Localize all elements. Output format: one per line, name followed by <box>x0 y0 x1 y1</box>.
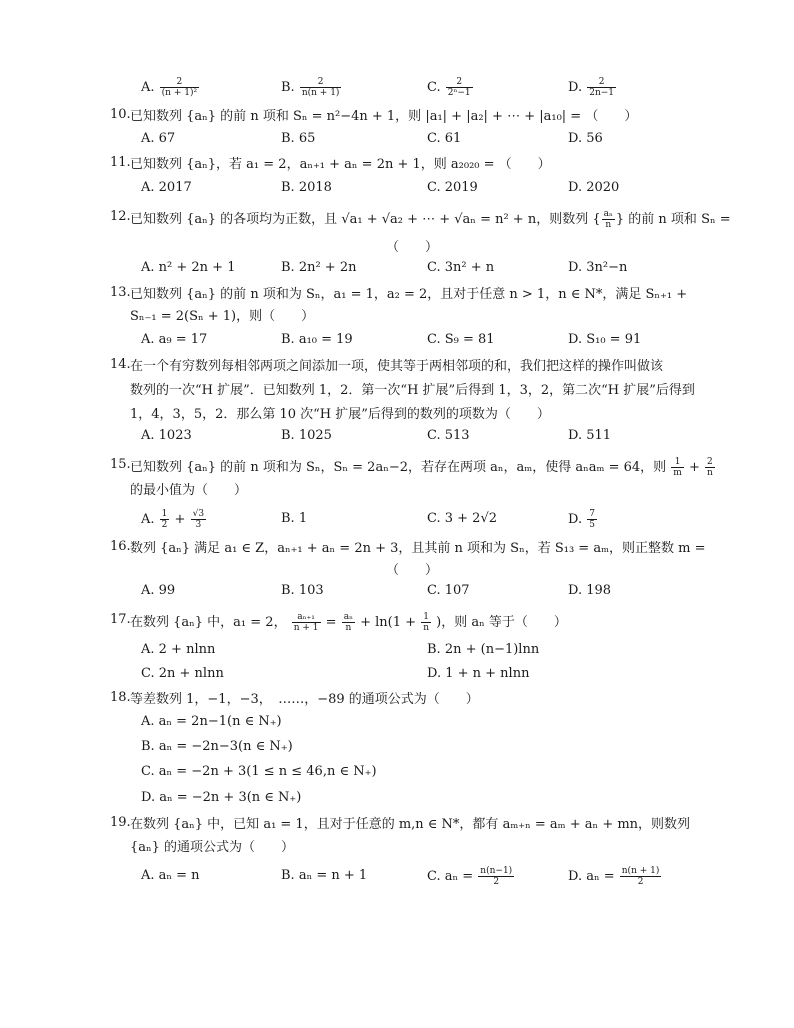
q14-stem-line1: 在一个有穷数列每相邻两项之间添加一项，使其等于两相邻项的和，我们把这样的操作叫做该 <box>130 359 664 374</box>
q14-option-b[interactable]: B. 1025 <box>281 428 332 443</box>
q11-stem: 已知数列 {aₙ}，若 a₁ = 2，aₙ₊₁ + aₙ = 2n + 1，则 a₂₀₂₀ = （ ） <box>130 157 551 172</box>
question-number: 14. <box>110 357 131 372</box>
q19-option-b[interactable]: B. aₙ = n + 1 <box>281 868 368 883</box>
question-number: 16. <box>110 539 131 554</box>
q18-option-c-row <box>141 762 661 782</box>
q17-options-row1 <box>141 640 661 660</box>
q11-option-b[interactable]: B. 2018 <box>281 180 332 195</box>
q14-stem-line2: 数列的一次“H 扩展”．已知数列 1，2．第一次“H 扩展”后得到 1，3，2，第二次“H 扩展”后得到 <box>130 383 695 398</box>
q16-stem: 数列 {aₙ} 满足 a₁ ∈ Z，aₙ₊₁ + aₙ = 2n + 3，且其前 n 项和为 Sₙ，若 S₁₃ = aₘ，则正整数 m = <box>130 541 706 556</box>
q12-options <box>141 258 661 278</box>
q17-option-d[interactable]: D. 1 + n + nlnn <box>427 666 530 681</box>
q19-options <box>141 866 661 886</box>
q12-option-c[interactable]: C. 3n² + n <box>427 260 495 275</box>
q17-options-row2 <box>141 664 661 684</box>
fraction: $\frac{1}{2}$ <box>161 509 168 530</box>
q16-option-d[interactable]: D. 198 <box>568 583 612 598</box>
q10-options <box>141 129 661 149</box>
q10-option-b[interactable]: B. 65 <box>281 131 316 146</box>
q14-option-d[interactable]: D. 511 <box>568 428 612 443</box>
fraction: $\frac{1}{n}$ <box>423 612 429 633</box>
q15-option-c[interactable]: C. 3 + 2√2 <box>427 511 498 526</box>
q19-stem-line1: 在数列 {aₙ} 中，已知 a₁ = 1，且对于任意的 m,n ∈ N*，都有 aₘ₊ₙ = aₘ + aₙ + mn，则数列 <box>130 817 691 832</box>
q15-option-b[interactable]: B. 1 <box>281 511 308 526</box>
q14-option-a[interactable]: A. 1023 <box>141 428 192 443</box>
q12-option-a[interactable]: A. n² + 2n + 1 <box>141 260 236 275</box>
fraction: $\frac{1}{m}$ <box>673 457 682 478</box>
fraction: $\frac{2}{n(n + 1)}$ <box>301 77 340 98</box>
q11-options <box>141 178 661 198</box>
q15-option-a[interactable]: A. $\frac{1}{2}$ + $\frac{√3}{3}$ <box>141 509 205 530</box>
q19-option-d[interactable]: D. aₙ = $\frac{n(n + 1)}{2}$ <box>568 866 660 887</box>
q16-option-c[interactable]: C. 107 <box>427 583 470 598</box>
question-number: 17. <box>110 612 131 627</box>
question-number: 19. <box>110 815 131 830</box>
q18-option-c[interactable]: C. aₙ = −2n + 3(1 ≤ n ≤ 46,n ∈ N₊) <box>141 764 377 779</box>
fraction: $\frac{√3}{3}$ <box>192 509 205 530</box>
q17-option-b[interactable]: B. 2n + (n−1)lnn <box>427 642 540 657</box>
q11-option-a[interactable]: A. 2017 <box>141 180 192 195</box>
fraction: $\frac{\text{aₙ₊₁}}{n + 1}$ <box>293 612 319 633</box>
fraction: $\frac{2}{\text{2ⁿ−1}}$ <box>447 77 471 98</box>
q9-option-c[interactable]: C. $\frac{2}{\text{2ⁿ−1}}$ <box>427 77 471 98</box>
q15-options <box>141 509 661 529</box>
q17-option-c[interactable]: C. 2n + nlnn <box>141 666 224 681</box>
q10-option-a[interactable]: A. 67 <box>141 131 176 146</box>
q9-option-d[interactable]: D. $\frac{2}{2n-1}$ <box>568 77 615 98</box>
q11-option-d[interactable]: D. 2020 <box>568 180 620 195</box>
q16-option-b[interactable]: B. 103 <box>281 583 324 598</box>
q13-options <box>141 330 661 350</box>
q15-stem-line1: 已知数列 {aₙ} 的前 n 项和为 Sₙ，Sₙ = 2aₙ−2，若存在两项 aₙ，aₘ，使得 aₙaₘ = 64，则 $\frac{1}{m}$ + $\frac{2}{n}$ <box>130 457 713 478</box>
q16-answer-paren: （ ） <box>386 563 439 578</box>
q14-option-c[interactable]: C. 513 <box>427 428 470 443</box>
q12-stem: 已知数列 {aₙ} 的各项均为正数，且 √a₁ + √a₂ + ⋯ + √aₙ = n² + n，则数列 { $\frac{\text{aₙ}}{n}$ } 的前 n 项和 Sₙ = <box>130 209 731 230</box>
q18-option-a-row <box>141 712 661 732</box>
q12-answer-paren: （ ） <box>386 240 439 255</box>
question-number: 15. <box>110 457 131 472</box>
q9-options <box>141 77 661 97</box>
fraction: $\frac{\text{aₙ}}{n}$ <box>603 209 613 230</box>
q13-option-b[interactable]: B. a₁₀ = 19 <box>281 332 353 347</box>
question-number: 18. <box>110 690 131 705</box>
fraction: $\frac{7}{5}$ <box>589 509 595 530</box>
q14-options <box>141 426 661 446</box>
q18-option-d[interactable]: D. aₙ = −2n + 3(n ∈ N₊) <box>141 790 302 805</box>
q14-stem-line3: 1，4，3，5，2．那么第 10 次“H 扩展”后得到的数列的项数为（ ） <box>130 407 550 422</box>
q16-options <box>141 581 661 601</box>
q13-stem-line2: Sₙ₋₁ = 2(Sₙ + 1)，则（ ） <box>130 309 315 324</box>
q19-option-c[interactable]: C. aₙ = $\frac{n(n-1)}{2}$ <box>427 866 513 887</box>
q18-option-b[interactable]: B. aₙ = −2n−3(n ∈ N₊) <box>141 739 293 754</box>
q13-option-c[interactable]: C. S₉ = 81 <box>427 332 495 347</box>
fraction: $\frac{2}{n}$ <box>707 457 713 478</box>
q9-option-b[interactable]: B. $\frac{2}{n(n + 1)}$ <box>281 77 340 98</box>
fraction: $\frac{n(n-1)}{2}$ <box>480 866 513 887</box>
q18-stem: 等差数列 1，−1，−3， ……，−89 的通项公式为（ ） <box>130 692 479 707</box>
q13-option-a[interactable]: A. a₉ = 17 <box>141 332 208 347</box>
question-number: 11. <box>110 155 131 170</box>
q19-option-a[interactable]: A. aₙ = n <box>141 868 200 883</box>
q15-stem-line2: 的最小值为（ ） <box>130 483 248 498</box>
q19-stem-line2: {aₙ} 的通项公式为（ ） <box>130 840 295 855</box>
q17-option-a[interactable]: A. 2 + nlnn <box>141 642 216 657</box>
q9-option-a[interactable]: A. $\frac{2}{\text{(n + 1)²}}$ <box>141 77 198 98</box>
question-number: 10. <box>110 107 131 122</box>
q18-option-a[interactable]: A. aₙ = 2n−1(n ∈ N₊) <box>141 714 282 729</box>
fraction: $\frac{\text{aₙ}}{n}$ <box>343 612 353 633</box>
q17-stem: 在数列 {aₙ} 中，a₁ = 2， $\frac{\text{aₙ₊₁}}{n + 1}$ = $\frac{\text{aₙ}}{n}$ + ln(1 + $\frac{1}{n}$ )，则 aₙ 等于（ ） <box>130 612 567 633</box>
q11-option-c[interactable]: C. 2019 <box>427 180 478 195</box>
fraction: $\frac{n(n + 1)}{2}$ <box>621 866 660 887</box>
q13-stem-line1: 已知数列 {aₙ} 的前 n 项和为 Sₙ，a₁ = 1，a₂ = 2，且对于任意 n > 1，n ∈ N*，满足 Sₙ₊₁ + <box>130 287 688 302</box>
question-number: 13. <box>110 285 131 300</box>
fraction: $\frac{2}{\text{(n + 1)²}}$ <box>161 77 198 98</box>
q10-option-d[interactable]: D. 56 <box>568 131 603 146</box>
q12-option-d[interactable]: D. 3n²−n <box>568 260 628 275</box>
fraction: $\frac{2}{2n-1}$ <box>589 77 615 98</box>
q13-option-d[interactable]: D. S₁₀ = 91 <box>568 332 642 347</box>
q12-option-b[interactable]: B. 2n² + 2n <box>281 260 357 275</box>
q10-option-c[interactable]: C. 61 <box>427 131 462 146</box>
question-number: 12. <box>110 209 131 224</box>
q18-option-b-row <box>141 737 661 757</box>
q18-option-d-row <box>141 788 661 808</box>
q16-option-a[interactable]: A. 99 <box>141 583 176 598</box>
q15-option-d[interactable]: D. $\frac{7}{5}$ <box>568 509 595 530</box>
q10-stem: 已知数列 {aₙ} 的前 n 项和 Sₙ = n²−4n + 1，则 |a₁| + |a₂| + ⋯ + |a₁₀| = （ ） <box>130 109 638 124</box>
